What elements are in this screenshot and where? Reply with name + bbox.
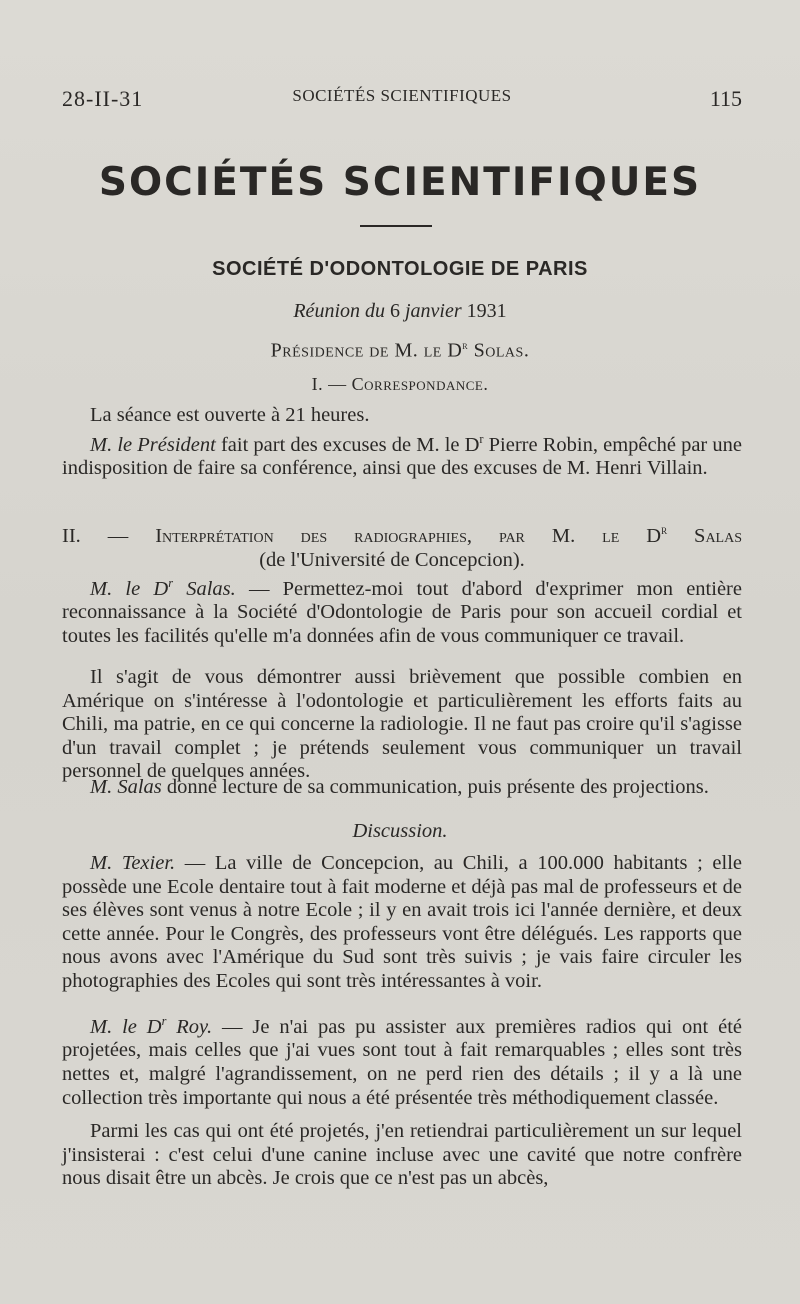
paragraph-texier: M. Texier. — La ville de Concepcion, au Chili, a 100.000 habitants ; elle possède une Ecole dentaire tout à fait moderne et déjà pas mal de professeurs et de ses élèves sont venus à notre Ecole ; il y en avait trois ici l'année dernière, et deux cette année. Pour le Congrès, des professeurs vont être délégués. Les rapports que nous avons avec l'Amérique du Sud sont très suivis ; je vais faire circuler les photographies des Ecoles qui sont très intéressantes à voir. bbox=[62, 852, 743, 992]
running-head-title: SOCIÉTÉS SCIENTIFIQUES bbox=[292, 86, 512, 105]
paragraph-opening: La séance est ouverte à 21 heures. bbox=[90, 404, 370, 426]
running-head-date: 28-II-31 bbox=[62, 86, 144, 111]
section-heading-radiographies: II. — Interprétation des radiographies, par M. le $D^r$ Salas (de l'Université de Concepcion). bbox=[62, 523, 743, 571]
paragraph-roy: M. le $D^r$ Roy. — Je n'ai pas pu assister aux premières radios qui ont été projetées, mais celles que j'ai vues sont tout à fait remarquables ; elles sont très nettes et, malgré l'agrandissement, on ne perd rien des détails ; il y a là une collection très importante qui nous a été présentée très méthodiquement classée. bbox=[62, 1014, 742, 1109]
paragraph-chili: Il s'agit de vous démontrer aussi brièvement que possible combien en Amérique on s'intéresse à l'odontologie et particulièrement les efforts faits au Chili, ma patrie, en ce qui concerne la radiologie. Il ne faut pas croire qu'il s'agisse d'un travail complet ; je prétends seulement vous communiquer un travail personnel de quelques années. bbox=[62, 666, 742, 783]
paragraph-president: M. le Président fait part des excuses de M. le $D^r$ Pierre Robin, empêché par une indisposition de faire sa conférence, ainsi que des excuses de M. Henri Villain. bbox=[62, 432, 742, 480]
meeting-date: Réunion du 6 janvier 1931 bbox=[293, 300, 507, 322]
section-heading-correspondance: I. — Correspondance. bbox=[311, 374, 489, 394]
society-heading: SOCIÉTÉ D'ODONTOLOGIE DE PARIS bbox=[212, 258, 588, 280]
paragraph-canine: Parmi les cas qui ont été projetés, j'en retiendrai particulièrement un sur lequel j'insisterai : c'est celui d'une canine incluse avec une cavité que notre confrère nous disait être un abcès. Je crois que ce n'est pas un abcès, bbox=[62, 1120, 742, 1190]
paragraph-lecture: M. Salas donne lecture de sa communication, puis présente des projections. bbox=[90, 776, 709, 798]
paragraph-salas: M. le $D^r$ Salas. — Permettez-moi tout d'abord d'exprimer mon entière reconnaissance à la Société d'Odontologie de Paris pour son accueil cordial et toutes les facilités qu'elle m'a données afin de vous communiquer ce travail. bbox=[62, 576, 742, 648]
running-head bbox=[62, 86, 742, 116]
page-title: SOCIÉTÉS SCIENTIFIQUES bbox=[98, 160, 702, 205]
page-number: 115 bbox=[709, 86, 742, 111]
presidence-line: Présidence de M. le $D^r$ Solas. bbox=[270, 338, 530, 362]
title-rule bbox=[360, 225, 432, 227]
discussion-heading: Discussion. bbox=[352, 820, 448, 842]
